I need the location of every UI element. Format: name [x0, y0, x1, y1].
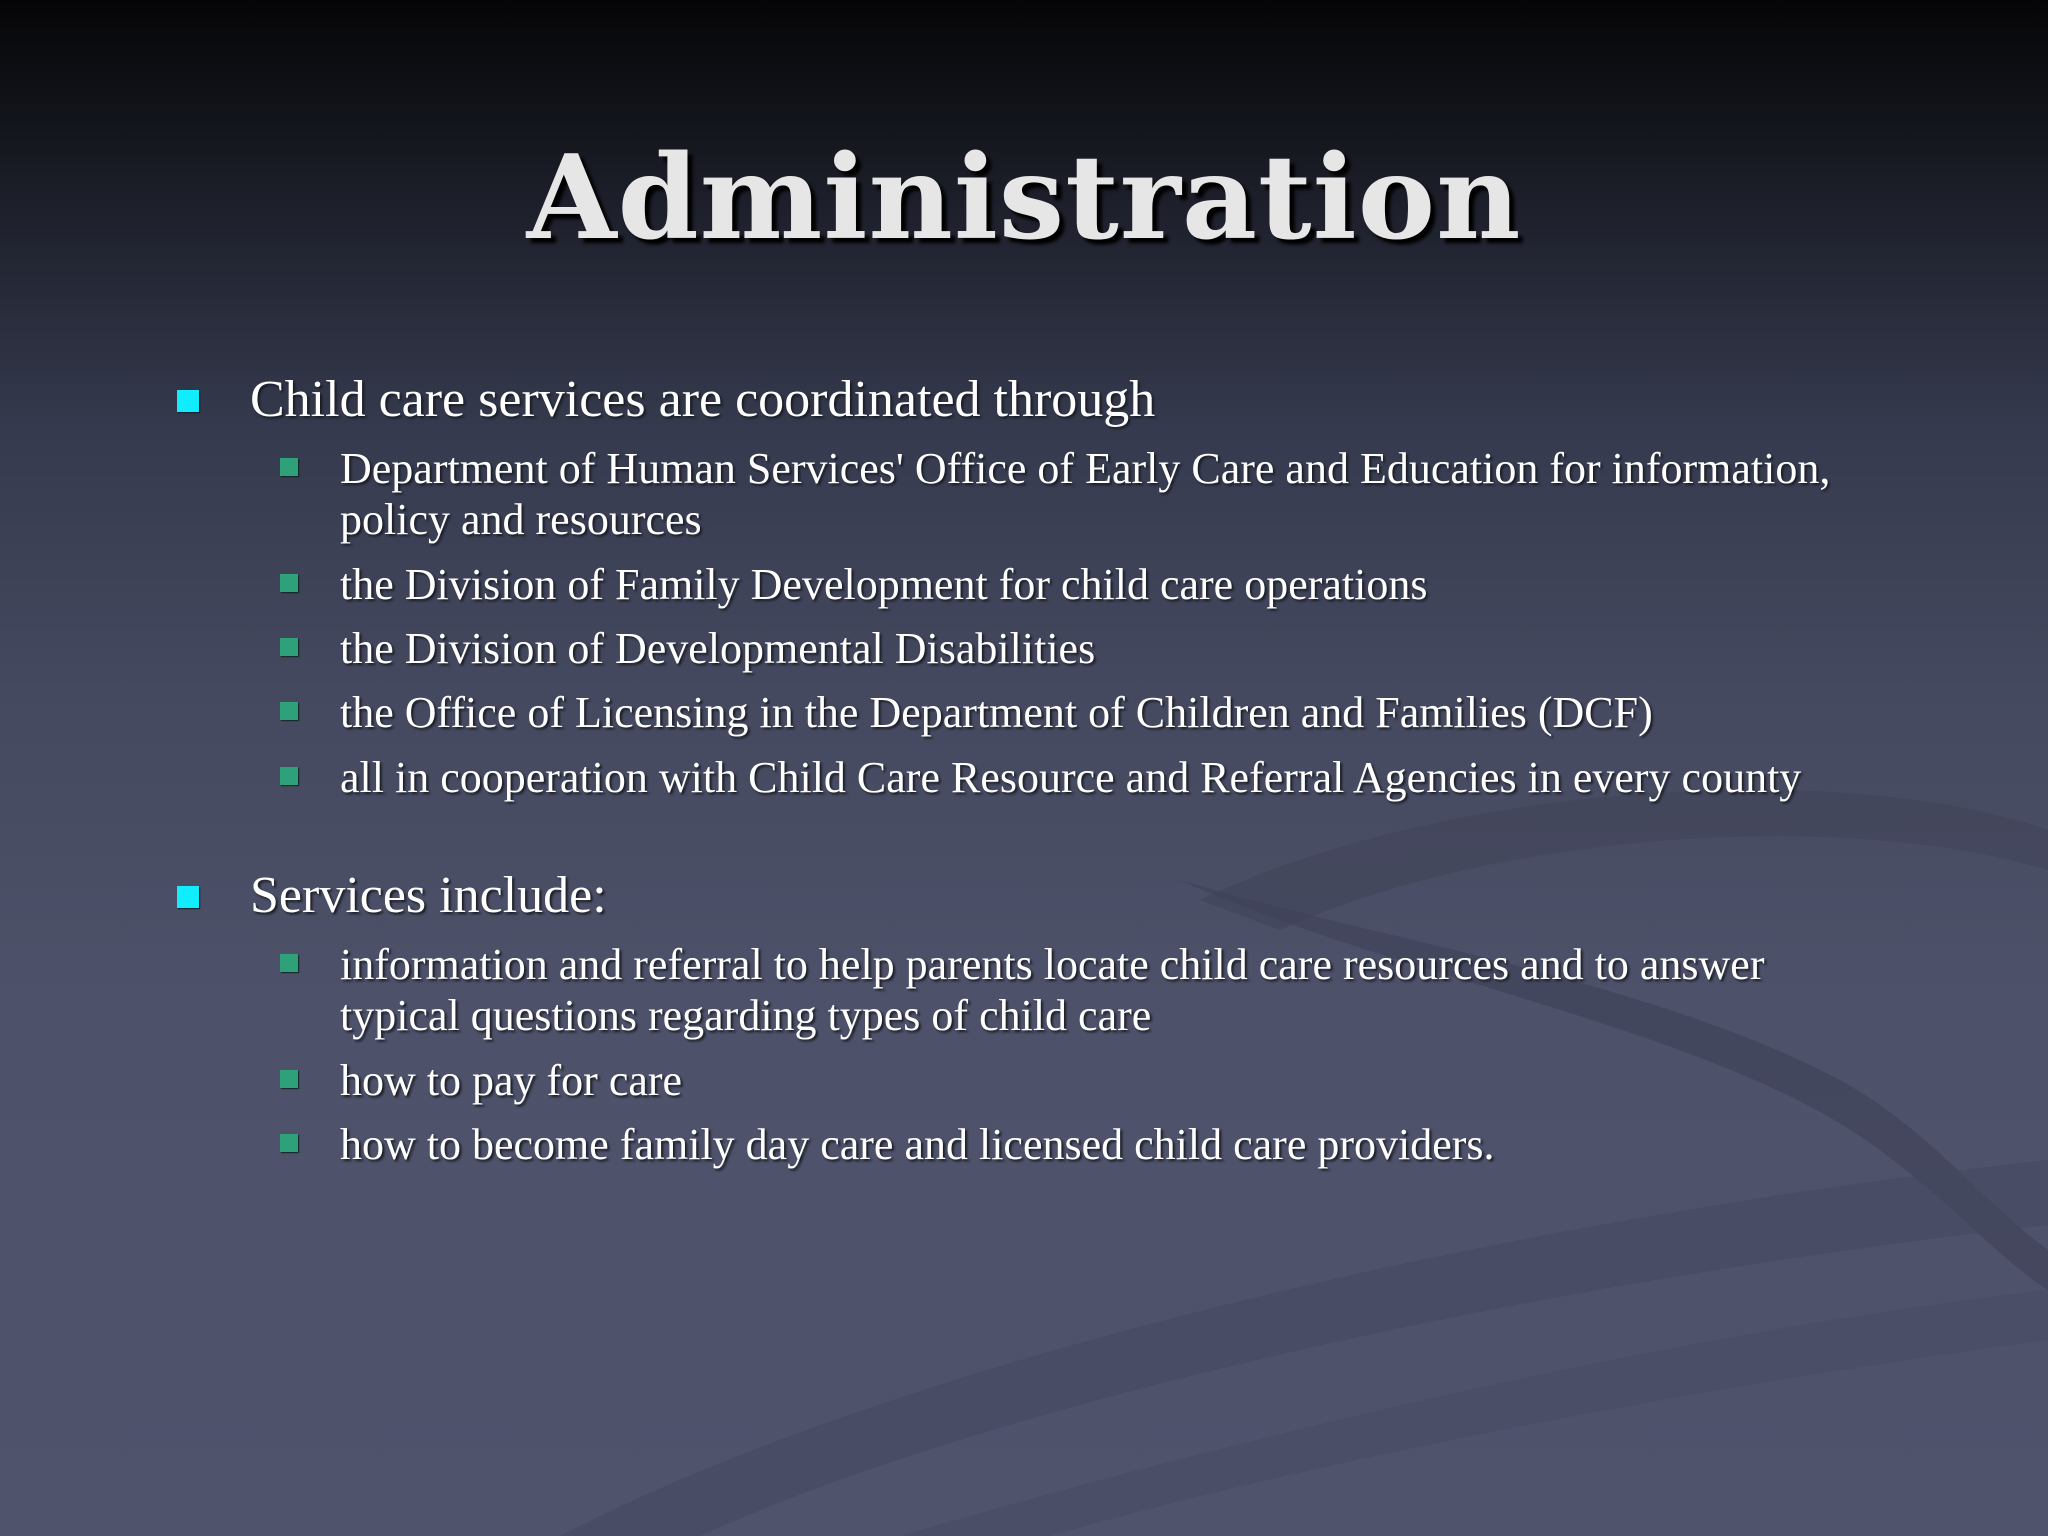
sub-bullet-developmental-disabilities: the Division of Developmental Disabilities	[340, 624, 1096, 673]
sub-bullet-become-provider: how to become family day care and licensed child care providers.	[340, 1120, 1495, 1169]
sub-bullet-resource-referral: all in cooperation with Child Care Resource and Referral Agencies in every county	[340, 753, 1802, 802]
level2-bullet-icon	[280, 574, 298, 592]
slide-title: Administration	[526, 130, 1522, 266]
sub-bullet-family-development: the Division of Family Development for child care operations	[340, 560, 1428, 609]
level2-bullet-icon	[280, 767, 298, 785]
level2-bullet-icon	[280, 954, 298, 972]
bullet-services-include: Services include:	[250, 867, 607, 924]
level1-bullet-icon	[177, 886, 199, 908]
level2-bullet-icon	[280, 1070, 298, 1088]
level1-bullet-icon	[177, 390, 199, 412]
sub-bullet-pay-for-care: how to pay for care	[340, 1056, 683, 1105]
level2-bullet-icon	[280, 458, 298, 476]
sub-bullet-information-referral: information and referral to help parents locate child care resources and to answer typical questions regarding types of child care	[340, 940, 1765, 1040]
sub-bullet-office-licensing: the Office of Licensing in the Department of Children and Families (DCF)	[340, 688, 1653, 737]
level2-bullet-icon	[280, 1134, 298, 1152]
sub-bullet-office-early-care: Department of Human Services' Office of Early Care and Education for information, policy and resources	[340, 444, 1831, 544]
level2-bullet-icon	[280, 702, 298, 720]
bullet-coordinated-through: Child care services are coordinated through	[250, 371, 1156, 428]
level2-bullet-icon	[280, 638, 298, 656]
